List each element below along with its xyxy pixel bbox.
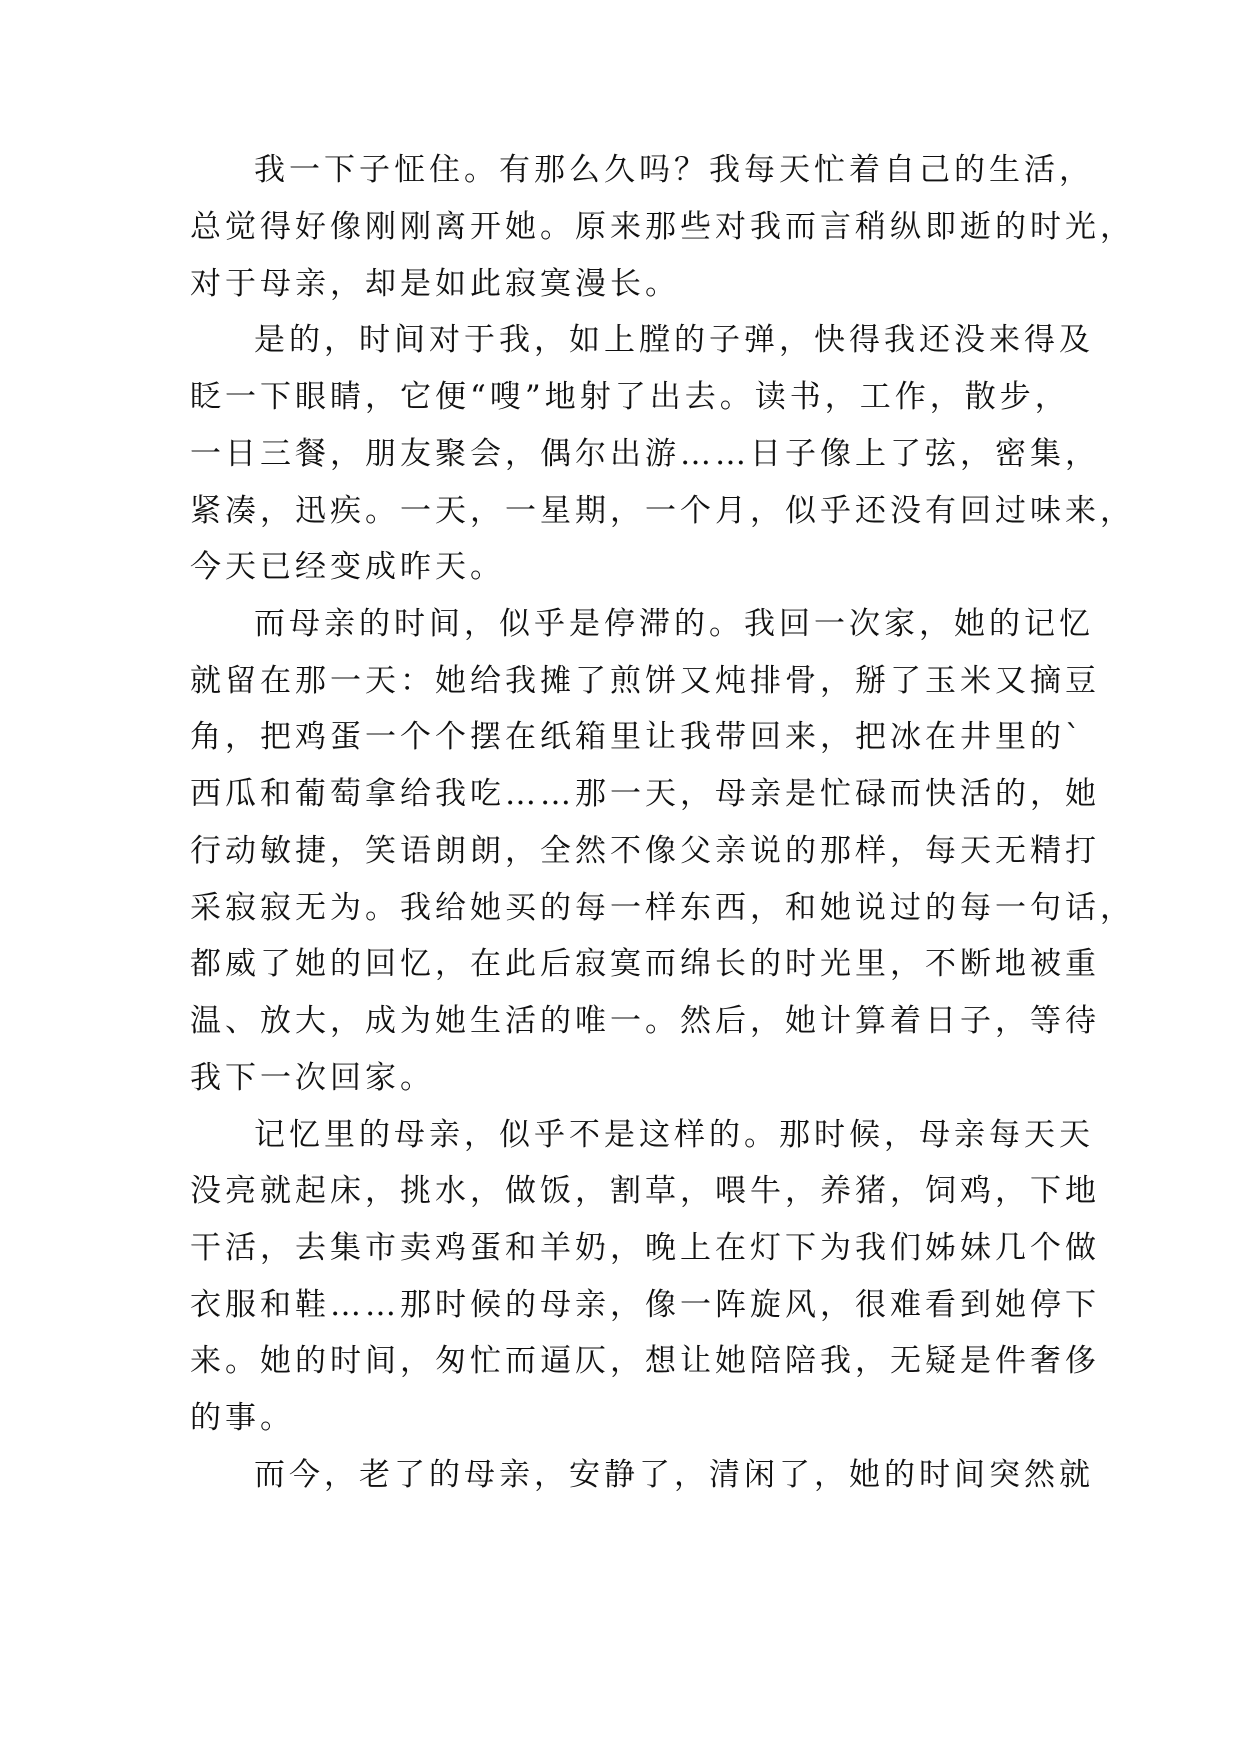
text-line: 都威了她的回忆，在此后寂寞而绵长的时光里，不断地被重 (190, 946, 1100, 982)
text-line: 一日三餐，朋友聚会，偶尔出游……日子像上了弦，密集， (190, 436, 1100, 472)
text-line: 西瓜和葡萄拿给我吃……那一天，母亲是忙碌而快活的，她 (190, 776, 1100, 812)
text-line: 今天已经变成昨天。 (190, 549, 505, 585)
text-line: 而母亲的时间，似乎是停滞的。我回一次家，她的记忆 (254, 606, 1094, 642)
text-line: 干活，去集市卖鸡蛋和羊奶，晚上在灯下为我们姊妹几个做 (190, 1230, 1100, 1266)
text-line: 就留在那一天：她给我摊了煎饼又炖排骨，掰了玉米又摘豆 (190, 663, 1100, 699)
text-line: 的事。 (190, 1400, 295, 1436)
text-line: 而今，老了的母亲，安静了，清闲了，她的时间突然就 (254, 1457, 1094, 1493)
text-line: 记忆里的母亲，似乎不是这样的。那时候，母亲每天天 (254, 1117, 1094, 1153)
text-line: 是的，时间对于我，如上膛的子弹，快得我还没来得及 (254, 322, 1094, 358)
text-line: 角，把鸡蛋一个个摆在纸箱里让我带回来，把冰在井里的` (190, 719, 1085, 755)
text-line: 对于母亲，却是如此寂寞漫长。 (190, 266, 680, 302)
text-line: 眨一下眼睛，它便“嗖”地射了出去。读书，工作，散步， (190, 379, 1070, 415)
text-line: 紧凑，迅疾。一天，一星期，一个月，似乎还没有回过味来， (190, 493, 1135, 529)
text-line: 采寂寂无为。我给她买的每一样东西，和她说过的每一句话， (190, 890, 1135, 926)
text-line: 没亮就起床，挑水，做饭，割草，喂牛，养猪，饲鸡，下地 (190, 1173, 1100, 1209)
text-line: 来。她的时间，匆忙而逼仄，想让她陪陪我，无疑是件奢侈 (190, 1343, 1100, 1379)
text-line: 衣服和鞋……那时候的母亲，像一阵旋风，很难看到她停下 (190, 1287, 1100, 1323)
text-line: 我一下子怔住。有那么久吗？我每天忙着自己的生活， (254, 152, 1094, 188)
text-line: 总觉得好像刚刚离开她。原来那些对我而言稍纵即逝的时光， (190, 209, 1135, 245)
text-line: 我下一次回家。 (190, 1060, 435, 1096)
text-line: 温、放大，成为她生活的唯一。然后，她计算着日子，等待 (190, 1003, 1100, 1039)
text-line: 行动敏捷，笑语朗朗，全然不像父亲说的那样，每天无精打 (190, 833, 1100, 869)
